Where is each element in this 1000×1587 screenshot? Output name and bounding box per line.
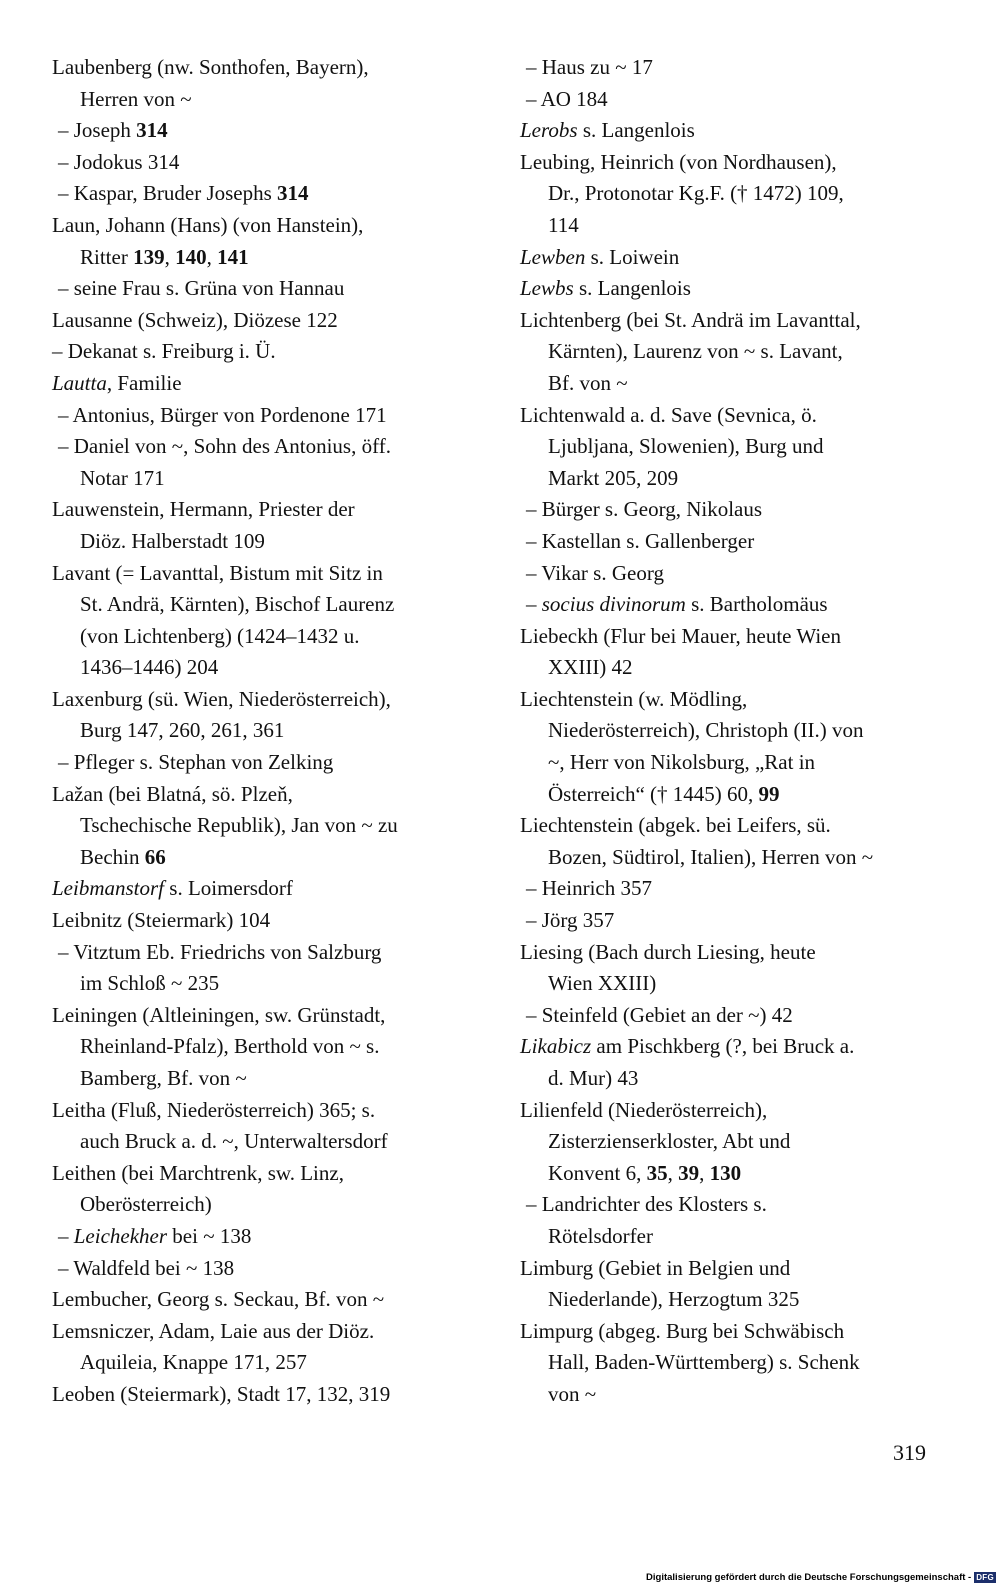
index-entry-line: Lichtenwald a. d. Save (Sevnica, ö. [520, 402, 817, 427]
index-entry-line: Lewben s. Loiwein [520, 244, 680, 269]
index-entry-line: Rheinland-Pfalz), Berthold von ~ s. [80, 1034, 380, 1059]
index-entry-line: Limpurg (abgeg. Burg bei Schwäbisch [520, 1318, 845, 1343]
index-entry-line: – Leichekher bei ~ 138 [58, 1223, 252, 1248]
index-entry-line: Leiningen (Altleiningen, sw. Grünstadt, [52, 1002, 386, 1027]
index-entry-line: – Vikar s. Georg [526, 560, 664, 585]
index-entry-line: – Daniel von ~, Sohn des Antonius, öff. [58, 434, 391, 459]
index-entry-line: Leitha (Fluß, Niederösterreich) 365; s. [52, 1097, 376, 1122]
index-entry-line: Oberösterreich) [80, 1192, 212, 1217]
index-entry-line: – AO 184 [526, 86, 608, 111]
index-entry-line: Lausanne (Schweiz), Diözese 122 [52, 307, 338, 332]
index-entry-line: Leoben (Steiermark), Stadt 17, 132, 319 [52, 1381, 391, 1406]
index-entry-line: – Joseph 314 [58, 118, 168, 143]
index-entry-line: Konvent 6, 35, 39, 130 [548, 1160, 742, 1185]
index-entry-line: Zisterzienserkloster, Abt und [548, 1129, 791, 1154]
index-entry-line: Liechtenstein (abgek. bei Leifers, sü. [520, 813, 831, 838]
index-entry-line: Laubenberg (nw. Sonthofen, Bayern), [52, 55, 369, 79]
index-entry-line: Liesing (Bach durch Liesing, heute [520, 939, 816, 964]
index-entry-line: – Heinrich 357 [526, 876, 652, 901]
index-entry-line: Herren von ~ [80, 86, 192, 111]
page-number: 319 [893, 1440, 926, 1465]
index-entry-line: – Pfleger s. Stephan von Zelking [58, 750, 334, 775]
index-entry-line: Rötelsdorfer [548, 1223, 653, 1248]
index-entry-line: Laun, Johann (Hans) (von Hanstein), [52, 212, 364, 237]
index-entry-line: Leibmanstorf s. Loimersdorf [52, 876, 293, 901]
index-entry-line: Lembucher, Georg s. Seckau, Bf. von ~ [52, 1287, 385, 1312]
index-entry-line: im Schloß ~ 235 [80, 971, 220, 996]
index-entry-line: – Dekanat s. Freiburg i. Ü. [52, 339, 276, 364]
index-entry-line: Hall, Baden-Württemberg) s. Schenk [548, 1350, 860, 1375]
index-entry-line: Lažan (bei Blatná, sö. Plzeň, [52, 781, 293, 806]
index-entry-line: Bozen, Südtirol, Italien), Herren von ~ [548, 844, 874, 869]
index-entry-line: von ~ [548, 1381, 597, 1406]
index-entry-line: Liebeckh (Flur bei Mauer, heute Wien [520, 623, 841, 648]
index-entry-line: Ljubljana, Slowenien), Burg und [548, 434, 824, 459]
index-entry-line: d. Mur) 43 [548, 1066, 639, 1090]
index-entry-line: ~, Herr von Nikolsburg, „Rat in [548, 750, 816, 775]
index-entry-line: Aquileia, Knappe 171, 257 [80, 1350, 307, 1375]
index-entry-line: Ritter 139, 140, 141 [80, 244, 249, 269]
index-entry-line: – Bürger s. Georg, Nikolaus [526, 497, 763, 522]
footer-text: Digitalisierung gefördert durch die Deutsche Forschungsgemeinschaft - [646, 1572, 972, 1583]
index-entry-line: – Jodokus 314 [58, 149, 180, 174]
index-entry-line: 114 [548, 212, 579, 237]
index-entry-line: St. Andrä, Kärnten), Bischof Laurenz [80, 592, 395, 617]
index-entry-line: Leithen (bei Marchtrenk, sw. Linz, [52, 1160, 344, 1185]
index-entry-line: – Jörg 357 [526, 908, 615, 933]
index-entry-line: (von Lichtenberg) (1424–1432 u. [80, 623, 360, 648]
index-entry-line: Bf. von ~ [548, 370, 628, 395]
index-entry-line: Likabicz am Pischkberg (?, bei Bruck a. [520, 1034, 855, 1059]
index-entry-line: Bechin 66 [80, 844, 166, 869]
index-entry-line: Lewbs s. Langenlois [520, 276, 691, 301]
index-entry-line: XXIII) 42 [548, 655, 633, 680]
index-entry-line: Liechtenstein (w. Mödling, [520, 686, 748, 711]
index-entry-line: Niederlande), Herzogtum 325 [548, 1287, 800, 1312]
index-entry-line: Lerobs s. Langenlois [520, 118, 695, 143]
index-entry-line: Burg 147, 260, 261, 361 [80, 718, 285, 743]
index-entry-line: Notar 171 [80, 465, 165, 490]
index-entry-line: – Steinfeld (Gebiet an der ~) 42 [526, 1002, 793, 1027]
index-entry-line: – Waldfeld bei ~ 138 [58, 1255, 235, 1280]
index-entry-line: – socius divinorum s. Bartholomäus [526, 592, 828, 617]
index-entry-line: – Landrichter des Klosters s. [526, 1192, 767, 1217]
index-entry-line: Leibnitz (Steiermark) 104 [52, 908, 271, 933]
index-entry-line: – Kaspar, Bruder Josephs 314 [58, 181, 309, 206]
index-entry-line: – Antonius, Bürger von Pordenone 171 [58, 402, 387, 427]
index-entry-line: Lichtenberg (bei St. Andrä im Lavanttal, [520, 307, 861, 332]
index-entry-line: Leubing, Heinrich (von Nordhausen), [520, 149, 837, 174]
index-entry-line: Tschechische Republik), Jan von ~ zu [80, 813, 398, 838]
index-entry-line: auch Bruck a. d. ~, Unterwaltersdorf [80, 1129, 388, 1154]
index-entry-line: Kärnten), Laurenz von ~ s. Lavant, [548, 339, 843, 364]
index-entry-line: – Haus zu ~ 17 [526, 55, 653, 79]
index-column-right [520, 52, 960, 1411]
index-entry-line: Lilienfeld (Niederösterreich), [520, 1097, 768, 1122]
index-entry-line: Lautta, Familie [52, 370, 182, 395]
index-entry-line: Lavant (= Lavanttal, Bistum mit Sitz in [52, 560, 383, 585]
index-column-left [52, 52, 492, 1411]
index-entry-line: Diöz. Halberstadt 109 [80, 528, 265, 553]
index-entry-line: Bamberg, Bf. von ~ [80, 1066, 247, 1090]
index-entry-line: 1436–1446) 204 [80, 655, 219, 680]
index-entry-line: – Kastellan s. Gallenberger [526, 528, 755, 553]
index-entry-line: Lemsniczer, Adam, Laie aus der Diöz. [52, 1318, 375, 1343]
index-entry-line: Wien XXIII) [548, 971, 657, 996]
index-entry-line: – Vitztum Eb. Friedrichs von Salzburg [58, 939, 382, 964]
index-entry-line: Dr., Protonotar Kg.F. († 1472) 109, [548, 181, 844, 206]
index-entry-line: Niederösterreich), Christoph (II.) von [548, 718, 864, 743]
index-entry-line: Lauwenstein, Hermann, Priester der [52, 497, 355, 522]
index-entry-line: Laxenburg (sü. Wien, Niederösterreich), [52, 686, 391, 711]
index-entry-line: Markt 205, 209 [548, 465, 679, 490]
index-entry-line: Österreich“ († 1445) 60, 99 [548, 781, 780, 806]
footer-credit [646, 1572, 996, 1583]
index-entry-line: – seine Frau s. Grüna von Hannau [58, 276, 345, 301]
index-entry-line: Limburg (Gebiet in Belgien und [520, 1255, 791, 1280]
dfg-logo-icon: DFG [976, 1573, 994, 1582]
